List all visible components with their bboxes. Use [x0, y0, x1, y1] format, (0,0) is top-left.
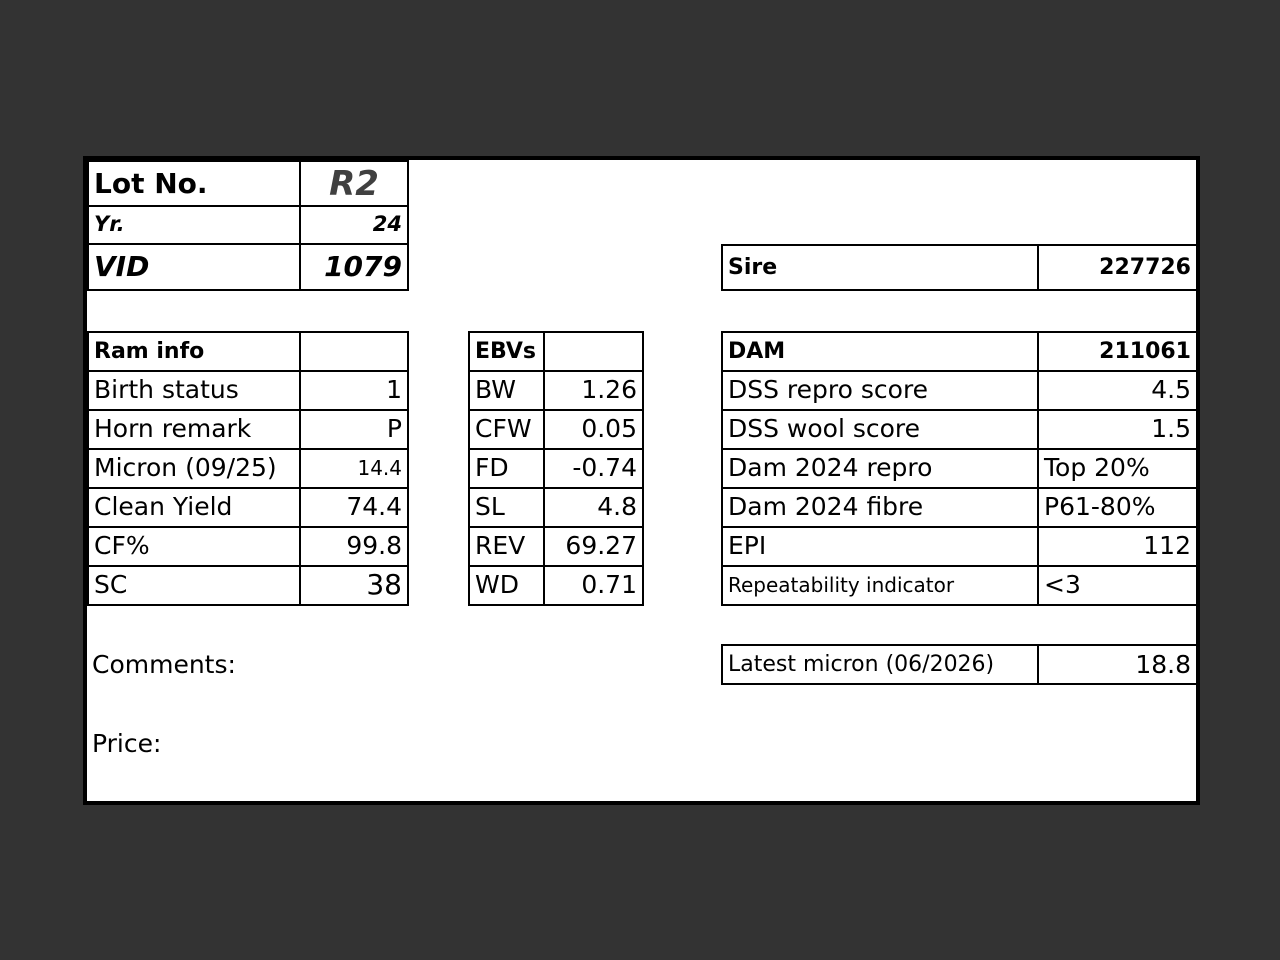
dam-id: 211061: [1037, 331, 1198, 372]
yr-value: 24: [299, 205, 409, 245]
ebvs-title: EBVs: [468, 331, 545, 372]
ebv-row-label: BW: [468, 370, 545, 411]
ram-info-row-value: 1: [299, 370, 409, 411]
dam-row-label: Repeatability indicator: [721, 565, 1039, 606]
dam-title: DAM: [721, 331, 1039, 372]
ebv-row-value: 1.26: [543, 370, 644, 411]
ebv-row-value: 4.8: [543, 487, 644, 528]
ebv-row-label: CFW: [468, 409, 545, 450]
comments-label: Comments:: [92, 650, 236, 679]
vid-label: VID: [87, 243, 301, 291]
dam-row-label: Dam 2024 fibre: [721, 487, 1039, 528]
ebv-row-value: -0.74: [543, 448, 644, 489]
ram-info-row-label: CF%: [87, 526, 301, 567]
ebv-row-value: 0.05: [543, 409, 644, 450]
ram-info-row-label: Micron (09/25): [87, 448, 301, 489]
ebv-row-value: 69.27: [543, 526, 644, 567]
lot-label: Lot No.: [87, 160, 301, 207]
dam-row-value: P61-80%: [1037, 487, 1198, 528]
dam-row-value: Top 20%: [1037, 448, 1198, 489]
ram-info-row-value: 99.8: [299, 526, 409, 567]
ram-info-row-label: Birth status: [87, 370, 301, 411]
dam-row-label: Dam 2024 repro: [721, 448, 1039, 489]
sire-label: Sire: [721, 244, 1039, 291]
sire-value: 227726: [1037, 244, 1198, 291]
ebv-row-label: FD: [468, 448, 545, 489]
dam-row-value: 4.5: [1037, 370, 1198, 411]
ebv-row-label: SL: [468, 487, 545, 528]
ram-sale-card: [83, 156, 1200, 805]
ebvs-blank: [543, 331, 644, 372]
dam-row-value: 1.5: [1037, 409, 1198, 450]
dam-row-label: DSS wool score: [721, 409, 1039, 450]
ebv-row-value: 0.71: [543, 565, 644, 606]
ram-info-title: Ram info: [87, 331, 301, 372]
ram-info-row-value: 38: [299, 565, 409, 606]
ram-info-row-label: SC: [87, 565, 301, 606]
lot-value: R2: [299, 160, 409, 207]
dam-row-label: EPI: [721, 526, 1039, 567]
ram-info-row-label: Clean Yield: [87, 487, 301, 528]
vid-value: 1079: [299, 243, 409, 291]
ram-info-row-value: P: [299, 409, 409, 450]
latest-micron-value: 18.8: [1037, 644, 1198, 685]
latest-micron-label: Latest micron (06/2026): [721, 644, 1039, 685]
dam-row-label: DSS repro score: [721, 370, 1039, 411]
ram-info-row-value: 74.4: [299, 487, 409, 528]
ebv-row-label: WD: [468, 565, 545, 606]
ram-info-blank: [299, 331, 409, 372]
price-label: Price:: [92, 729, 162, 758]
dam-row-value: <3: [1037, 565, 1198, 606]
yr-label: Yr.: [87, 205, 301, 245]
ebv-row-label: REV: [468, 526, 545, 567]
ram-info-row-value: 14.4: [299, 448, 409, 489]
dam-row-value: 112: [1037, 526, 1198, 567]
ram-info-row-label: Horn remark: [87, 409, 301, 450]
